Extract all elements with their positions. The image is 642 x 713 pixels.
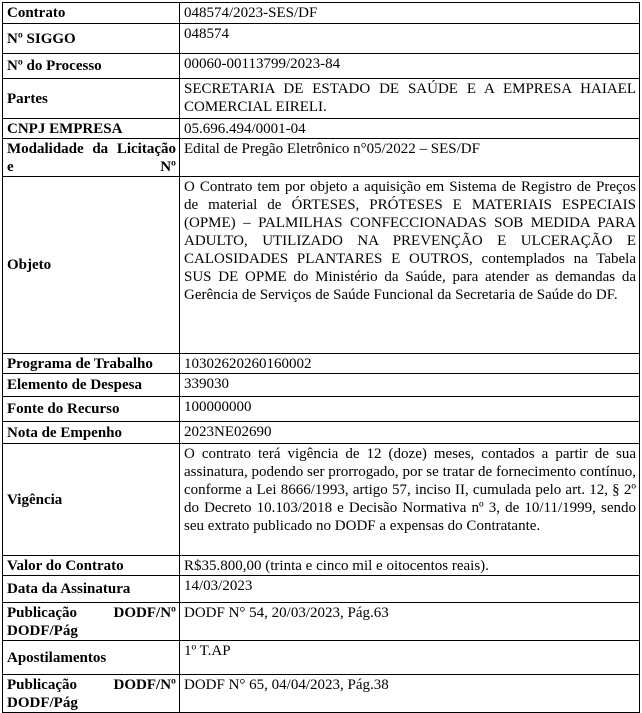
row-label: Programa de Trabalho	[3, 354, 180, 374]
table-row	[3, 24, 640, 54]
table-row	[3, 603, 640, 641]
row-value: 05.696.494/0001-04	[180, 119, 640, 139]
table-row	[3, 177, 640, 354]
table-row	[3, 3, 640, 24]
row-label: Fonte do Recurso	[3, 397, 180, 422]
table-row	[3, 79, 640, 119]
table-row	[3, 397, 640, 422]
row-label: Vigência	[3, 444, 180, 556]
row-label: Nota de Empenho	[3, 422, 180, 444]
table-row	[3, 354, 640, 374]
row-label: Objeto	[3, 177, 180, 354]
row-label: Valor do Contrato	[3, 556, 180, 576]
row-value: O contrato terá vigência de 12 (doze) meses, contados a partir de sua assinatura, podendo ser prorrogado, por se tratar de fornecimento contínuo, conforme a Lei 8666/1993, artigo 57, inciso II, cumulada pelo art. 12, § 2º do Decreto 10.103/2018 e Decisão Normativa nº 3, de 10/11/1999, sendo seu extrato publicado no DODF a expensas do Contratante.	[180, 444, 640, 556]
row-label: Data da Assinatura	[3, 576, 180, 603]
row-value: SECRETARIA DE ESTADO DE SAÚDE E A EMPRESA HAIAEL COMERCIAL EIRELI.	[180, 79, 640, 119]
table-row	[3, 675, 640, 713]
contract-summary-table	[2, 2, 640, 713]
row-value: 1º T.AP	[180, 641, 640, 675]
row-value: 14/03/2023	[180, 576, 640, 603]
row-value: R$35.800,00 (trinta e cinco mil e oitocentos reais).	[180, 556, 640, 576]
row-label: Contrato	[3, 3, 180, 24]
table-row	[3, 444, 640, 556]
row-label: Apostilamentos	[3, 641, 180, 675]
row-label: Nº SIGGO	[3, 24, 180, 54]
row-label: Partes	[3, 79, 180, 119]
row-value: 339030	[180, 374, 640, 397]
row-value: Edital de Pregão Eletrônico n°05/2022 – SES/DF	[180, 139, 640, 177]
row-value: 00060-00113799/2023-84	[180, 54, 640, 79]
row-label: Publicação DODF/Nº DODF/Pág	[3, 675, 180, 713]
table-row	[3, 374, 640, 397]
row-value: 10302620260160002	[180, 354, 640, 374]
row-value: 048574	[180, 24, 640, 54]
table-row	[3, 139, 640, 177]
table-row	[3, 422, 640, 444]
row-value: 048574/2023-SES/DF	[180, 3, 640, 24]
row-value: DODF N° 65, 04/04/2023, Pág.38	[180, 675, 640, 713]
row-value: 100000000	[180, 397, 640, 422]
row-value: O Contrato tem por objeto a aquisição em Sistema de Registro de Preços de material de ÓRTESES, PRÓTESES E MATERIAIS ESPECIAIS (OPME) – PALMILHAS CONFECCIONADAS SOB MEDIDA PARA ADULTO, UTILIZADO NA PREVENÇÃO E ULCERAÇÃO E CALOSIDADES PLANTARES E OUTROS, contemplados na Tabela SUS DE OPME do Ministério da Saúde, para atender as demandas da Gerência de Serviços de Saúde Funcional da Secretaria de Saúde do DF.	[180, 177, 640, 354]
row-label: Nº do Processo	[3, 54, 180, 79]
table-row	[3, 641, 640, 675]
row-label: Modalidade da Licitação e Nº	[3, 139, 180, 177]
table-row	[3, 556, 640, 576]
row-value: DODF N° 54, 20/03/2023, Pág.63	[180, 603, 640, 641]
table-row	[3, 54, 640, 79]
row-label: Elemento de Despesa	[3, 374, 180, 397]
row-label: Publicação DODF/Nº DODF/Pág	[3, 603, 180, 641]
table-row	[3, 119, 640, 139]
table-row	[3, 576, 640, 603]
row-label: CNPJ EMPRESA	[3, 119, 180, 139]
row-value: 2023NE02690	[180, 422, 640, 444]
